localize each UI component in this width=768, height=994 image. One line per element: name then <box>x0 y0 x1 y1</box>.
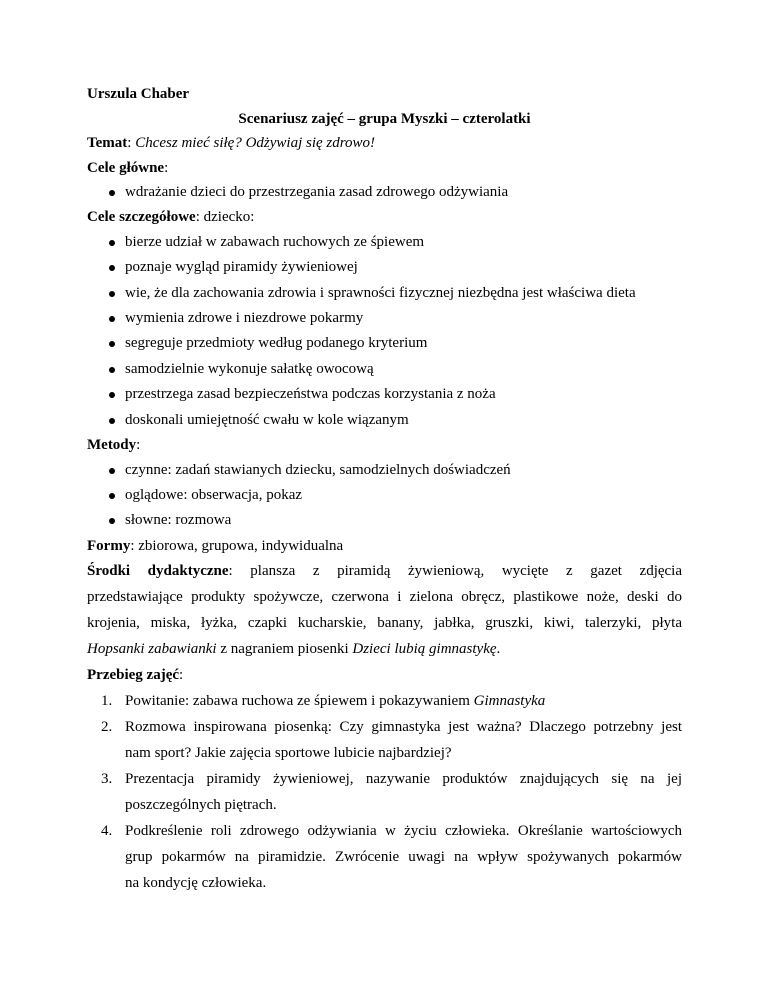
forms-line <box>87 534 682 559</box>
bullet-icon <box>109 341 115 347</box>
course-heading: Przebieg zajęć: <box>87 667 184 684</box>
main-goals-label: Cele główne <box>87 159 165 176</box>
specific-goals-list <box>87 230 682 433</box>
forms-value: : zbiorowa, grupowa, indywidualna <box>130 537 344 554</box>
bullet-icon <box>109 190 115 196</box>
list-item: oglądowe: obserwacja, pokaz <box>87 483 682 508</box>
forms-label: Formy <box>87 537 131 554</box>
list-item: 1. Powitanie: zabawa ruchowa ze śpiewem i pokazywaniem Gimnastyka <box>101 693 546 710</box>
main-goals-list <box>87 180 682 205</box>
bullet-icon <box>109 291 115 297</box>
course-steps-list <box>87 688 682 896</box>
bullet-icon <box>109 265 115 271</box>
bullet-icon <box>109 468 115 474</box>
specific-goals-heading <box>87 205 682 230</box>
list-item: wdrażanie dzieci do przestrzegania zasad zdrowego odżywiania <box>87 180 682 205</box>
author-name: Urszula Chaber <box>87 86 190 102</box>
main-goals-heading: Cele główne: <box>87 159 169 176</box>
list-item: poznaje wygląd piramidy żywieniowej <box>87 255 682 280</box>
list-item: 4. Podkreślenie roli zdrowego odżywiania w życiu człowieka. Określanie wartościowych grup pokarmów na piramidzie. Zwrócenie uwagi na wpływ spożywanych pokarmów na kondycję człowieka. <box>101 823 682 892</box>
methods-heading: Metody: <box>87 437 141 454</box>
topic-line: Temat: Chcesz mieć siłę? Odżywiaj się zdrowo! <box>87 135 376 151</box>
methods-list <box>87 458 682 534</box>
bullet-icon <box>109 518 115 524</box>
list-item: segreguje przedmioty według podanego kryterium <box>87 331 682 356</box>
list-item: doskonali umiejętność cwału w kole wiązanym <box>87 408 682 433</box>
list-item: 3. Prezentacja piramidy żywieniowej, nazywanie produktów znajdujących się na jej poszczególnych piętrach. <box>101 771 682 814</box>
list-item: czynne: zadań stawianych dziecku, samodzielnych doświadczeń <box>87 458 682 483</box>
document-title: Scenariusz zajęć – grupa Myszki – czterolatki <box>238 110 531 127</box>
specific-goals-suffix: : dziecko: <box>195 209 255 226</box>
bullet-icon <box>109 392 115 398</box>
document-page <box>87 82 682 896</box>
bullet-icon <box>109 367 115 373</box>
list-item: bierze udział w zabawach ruchowych ze śpiewem <box>87 230 682 255</box>
list-item: przestrzega zasad bezpieczeństwa podczas korzystania z noża <box>87 382 682 407</box>
bullet-icon <box>109 316 115 322</box>
list-item: samodzielnie wykonuje sałatkę owocową <box>87 357 682 382</box>
list-item: 2. Rozmowa inspirowana piosenką: Czy gimnastyka jest ważna? Dlaczego potrzebny jest nam sport? Jakie zajęcia sportowe lubicie najbardziej? <box>101 719 682 762</box>
topic-value: Chcesz mieć siłę? Odżywiaj się zdrowo! <box>135 135 376 151</box>
didactic-means-paragraph: Środki dydaktyczne: plansza z piramidą żywieniową, wycięte z gazet zdjęcia przedstawiające produkty spożywcze, czerwona i zielona obręcz, plastikowe noże, deski do krojenia, miska, łyżka, czapki kucharskie, banany, jabłka, gruszki, kiwi, talerzyki, płyta Hopsanki zabawianki z nagraniem piosenki Dzieci lubią gimnastykę. <box>87 563 682 658</box>
topic-label: Temat <box>87 135 128 151</box>
bullet-icon <box>109 418 115 424</box>
didactic-means-label: Środki dydaktyczne <box>87 563 229 580</box>
list-item: słowne: rozmowa <box>87 508 682 533</box>
specific-goals-label: Cele szczegółowe <box>87 209 196 226</box>
bullet-icon <box>109 493 115 499</box>
course-label: Przebieg zajęć <box>87 667 180 684</box>
list-item: wie, że dla zachowania zdrowia i sprawności fizycznej niezbędna jest właściwa dieta <box>87 281 682 306</box>
methods-label: Metody <box>87 437 137 454</box>
list-item: wymienia zdrowe i niezdrowe pokarmy <box>87 306 682 331</box>
bullet-icon <box>109 240 115 246</box>
